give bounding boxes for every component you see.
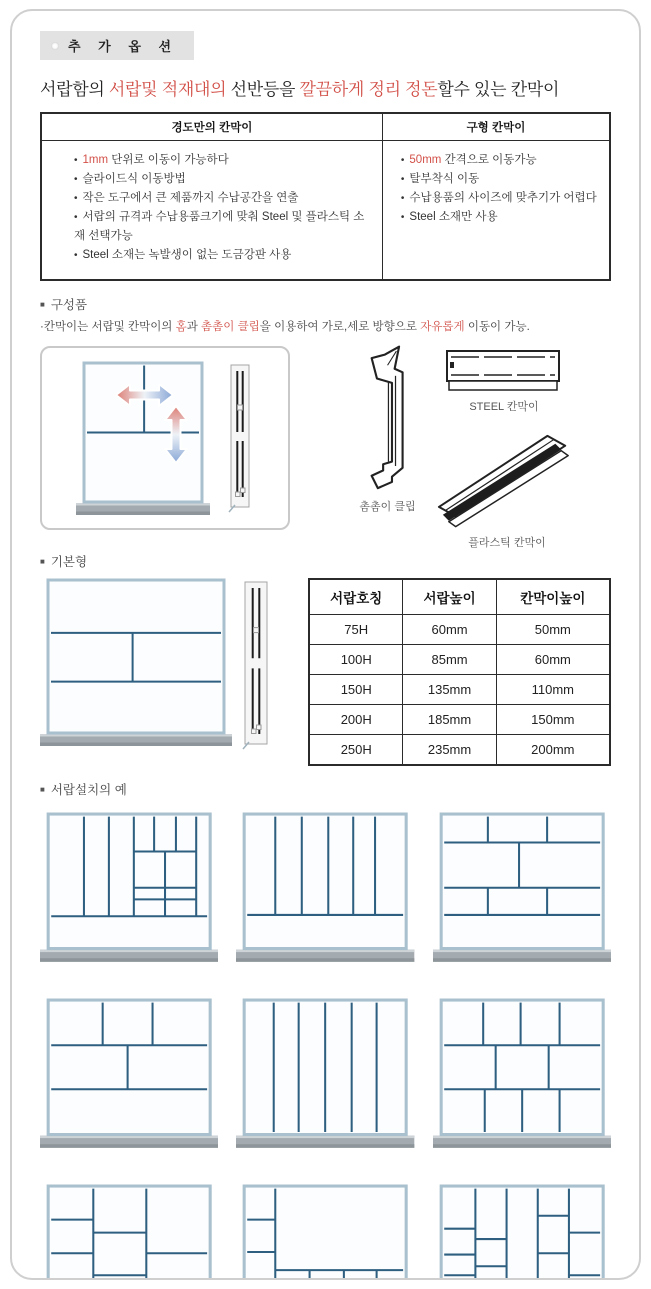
- steel-divider-icon: [445, 348, 563, 394]
- size-col-drawer-height-header: 서랍높이: [403, 579, 496, 615]
- components-section-title: 구성품: [50, 298, 88, 312]
- example-drawer-diagram: [433, 998, 611, 1148]
- example-drawer-diagram: [236, 998, 414, 1148]
- clip-label: 촘촘이 클립: [359, 501, 416, 514]
- feature-item: • 50mm 간격으로 이동가능: [400, 154, 537, 166]
- compare-col1-cell: [41, 141, 382, 281]
- basic-drawer-diagram: [40, 578, 232, 746]
- plastic-divider-icon: [433, 426, 581, 530]
- components-section-header: [40, 295, 611, 313]
- compare-col1-list: [74, 151, 374, 265]
- compare-col2-list: [401, 151, 601, 227]
- feature-item: • 1mm 단위로 이동이 가능하다: [74, 154, 229, 166]
- example-drawer-diagram: [433, 812, 611, 962]
- steel-divider-label: STEEL 칸막이: [469, 401, 539, 413]
- catalog-page: [10, 9, 641, 1280]
- bullet-dot-icon: [51, 42, 59, 50]
- clip-icon: [346, 344, 430, 494]
- feature-item: • 슬라이드식 이동방법: [74, 173, 186, 185]
- size-table-row: 150H 135mm 110mm: [309, 675, 610, 705]
- example-drawer-diagram: [40, 998, 218, 1148]
- size-table-row: 100H 85mm 60mm: [309, 645, 610, 675]
- components-description: ·칸막이는 서랍및 칸막이의 홈과 촘촘이 클립을 이용하여 가로,세로 방향으로 자유롭게 이동이 가능.: [40, 321, 530, 333]
- example-drawer-diagram: [40, 1184, 218, 1280]
- feature-item: • 작은 도구에서 큰 제품까지 수납공간을 연출: [74, 192, 299, 204]
- compare-col2-cell: [382, 141, 610, 281]
- feature-item: • 탈부착식 이동: [400, 173, 480, 185]
- size-col-divider-height-header: 칸막이높이: [496, 579, 610, 615]
- clip-figure: [340, 344, 435, 514]
- square-marker-icon: ■: [40, 299, 45, 309]
- size-col-name-header: 서랍호칭: [309, 579, 403, 615]
- movement-diagram-box: [40, 346, 290, 530]
- example-drawer-diagram: [236, 1184, 414, 1280]
- square-marker-icon: ■: [40, 556, 45, 566]
- components-figures: [40, 344, 611, 549]
- examples-section-header: [40, 780, 611, 798]
- divider-strip-icon: [228, 363, 254, 513]
- examples-grid: [40, 812, 611, 1280]
- page-title: 서랍함의 서랍및 적재대의 선반등을 깔끔하게 정리 정돈할수 있는 칸막이: [40, 80, 560, 99]
- feature-item: • Steel 소재는 녹발생이 없는 도금강판 사용: [74, 249, 292, 261]
- feature-item: • 수납용품의 사이즈에 맞추기가 어렵다: [400, 192, 597, 204]
- additional-options-badge: [40, 31, 194, 60]
- size-table-row: 75H 60mm 50mm: [309, 615, 610, 645]
- size-table: [308, 578, 611, 766]
- example-drawer-diagram: [236, 812, 414, 962]
- size-table-row: 200H 185mm 150mm: [309, 705, 610, 735]
- steel-divider-figure: [442, 348, 566, 414]
- compare-col2-header: 구형 칸막이: [382, 113, 610, 141]
- examples-section-title: 서랍설치의 예: [50, 783, 127, 797]
- drawer-movement-diagram: [76, 361, 210, 515]
- badge-label: 추 가 옵 션: [68, 39, 179, 54]
- plastic-divider-figure: [432, 426, 582, 550]
- example-drawer-diagram: [40, 812, 218, 962]
- plastic-divider-label: 플라스틱 칸막이: [468, 536, 546, 549]
- basic-type-row: [40, 578, 611, 766]
- divider-strip-icon: [242, 580, 272, 750]
- feature-item: • Steel 소재만 사용: [400, 211, 498, 223]
- size-table-row: 250H 235mm 200mm: [309, 735, 610, 766]
- compare-col1-header: 경도만의 칸막이: [41, 113, 382, 141]
- basic-section-title: 기본형: [50, 555, 88, 569]
- feature-item: • 서랍의 규격과 수납용품크기에 맞춰 Steel 및 플라스틱 소재 선택가능: [74, 211, 365, 242]
- basic-section-header: [40, 552, 611, 570]
- square-marker-icon: ■: [40, 784, 45, 794]
- example-drawer-diagram: [433, 1184, 611, 1280]
- comparison-table: [40, 112, 611, 281]
